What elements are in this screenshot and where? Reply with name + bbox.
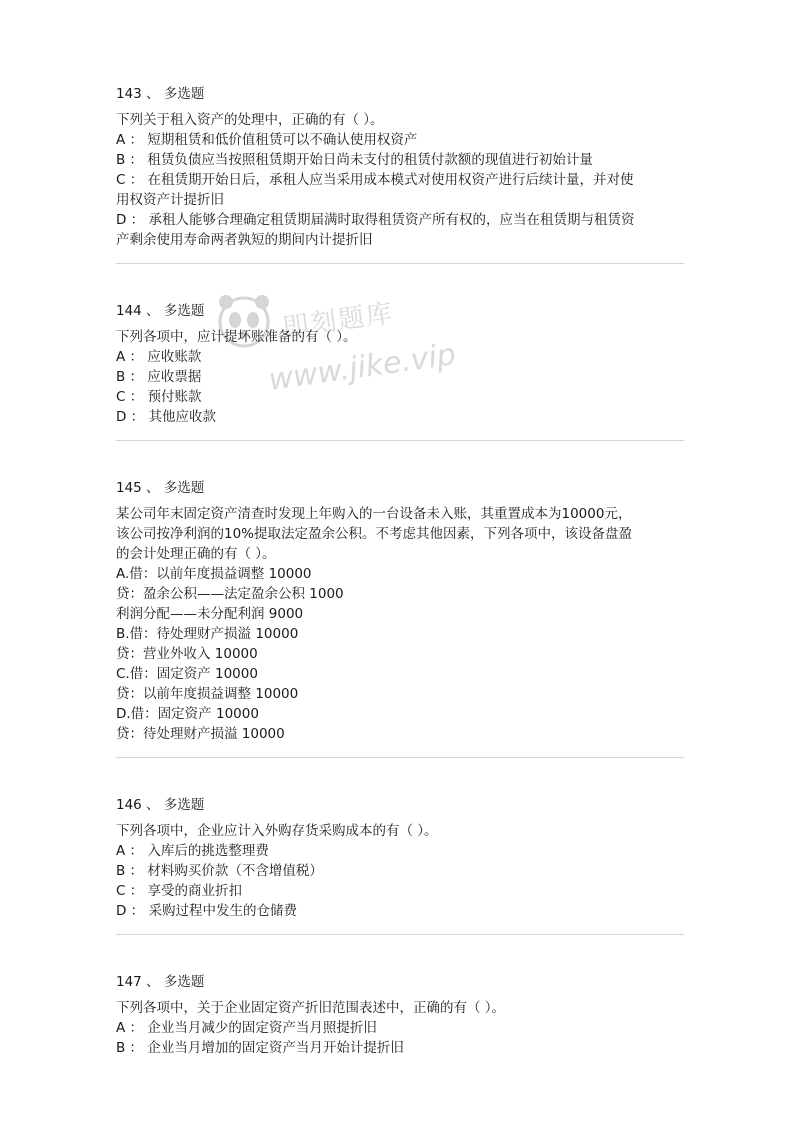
question-header: 145 、 多选题 [116, 480, 205, 496]
question-147 [116, 972, 686, 1058]
watermark-url: www.jike.vip [266, 337, 458, 398]
option-c: C ： 享受的商业折扣 [116, 883, 243, 899]
question-stem: 下列各项中，应计提坏账准备的有（ ）。 [116, 329, 357, 345]
question-146 [116, 795, 686, 921]
option-d: D.借：固定资产 10000 [116, 706, 259, 722]
option-d-cont: 贷：待处理财产损溢 10000 [116, 726, 285, 742]
question-list [116, 84, 686, 1058]
option-a: A ： 企业当月减少的固定资产当月照提折旧 [116, 1020, 377, 1036]
option-c: C.借：固定资产 10000 [116, 666, 258, 682]
question-stem-cont: 的会计处理正确的有（ ）。 [116, 546, 276, 562]
question-143 [116, 84, 686, 250]
question-stem: 下列关于租入资产的处理中，正确的有（ ）。 [116, 112, 384, 128]
question-header: 143 、 多选题 [116, 86, 205, 102]
option-d: D ： 采购过程中发生的仓储费 [116, 903, 297, 919]
option-a: A ： 入库后的挑选整理费 [116, 843, 269, 859]
option-c: C ： 在租赁期开始日后，承租人应当采用成本模式对使用权资产进行后续计量，并对使 [116, 172, 634, 188]
question-header: 147 、 多选题 [116, 974, 205, 990]
option-a: A ： 短期租赁和低价值租赁可以不确认使用权资产 [116, 132, 418, 148]
option-a: A ： 应收账款 [116, 349, 202, 365]
question-144 [116, 301, 686, 427]
question-stem: 某公司年末固定资产清查时发现上年购入的一台设备未入账，其重置成本为10000元， [116, 506, 632, 522]
option-a-cont: 贷：盈余公积——法定盈余公积 1000 [116, 586, 344, 602]
divider [116, 934, 684, 935]
question-145 [116, 478, 686, 744]
option-c-cont: 贷：以前年度损益调整 10000 [116, 686, 299, 702]
option-c-cont: 用权资产计提折旧 [116, 192, 224, 208]
option-b: B.借：待处理财产损溢 10000 [116, 626, 299, 642]
option-b: B ： 材料购买价款（不含增值税） [116, 863, 323, 879]
question-header: 146 、 多选题 [116, 797, 205, 813]
option-b: B ： 企业当月增加的固定资产当月开始计提折旧 [116, 1040, 404, 1056]
option-b: B ： 应收票据 [116, 369, 202, 385]
question-stem-cont: 该公司按净利润的10%提取法定盈余公积。不考虑其他因素，下列各项中，该设备盘盈 [116, 526, 633, 542]
option-d: D ： 承租人能够合理确定租赁期届满时取得租赁资产所有权的，应当在租赁期与租赁资 [116, 212, 635, 228]
option-b: B ： 租赁负债应当按照租赁期开始日尚未支付的租赁付款额的现值进行初始计量 [116, 152, 593, 168]
divider [116, 440, 684, 441]
watermark-brand: 即刻题库 [280, 298, 396, 344]
option-b-cont: 贷：营业外收入 10000 [116, 646, 258, 662]
divider [116, 263, 684, 264]
question-stem: 下列各项中，关于企业固定资产折旧范围表述中，正确的有（ ）。 [116, 1000, 506, 1016]
option-d-cont: 产剩余使用寿命两者孰短的期间内计提折旧 [116, 232, 373, 248]
question-header: 144 、 多选题 [116, 303, 205, 319]
option-d: D ： 其他应收款 [116, 409, 216, 425]
option-c: C ： 预付账款 [116, 389, 202, 405]
question-stem: 下列各项中，企业应计入外购存货采购成本的有（ ）。 [116, 823, 438, 839]
option-a-cont: 利润分配——未分配利润 9000 [116, 606, 304, 622]
option-a: A.借：以前年度损益调整 10000 [116, 566, 312, 582]
divider [116, 757, 684, 758]
